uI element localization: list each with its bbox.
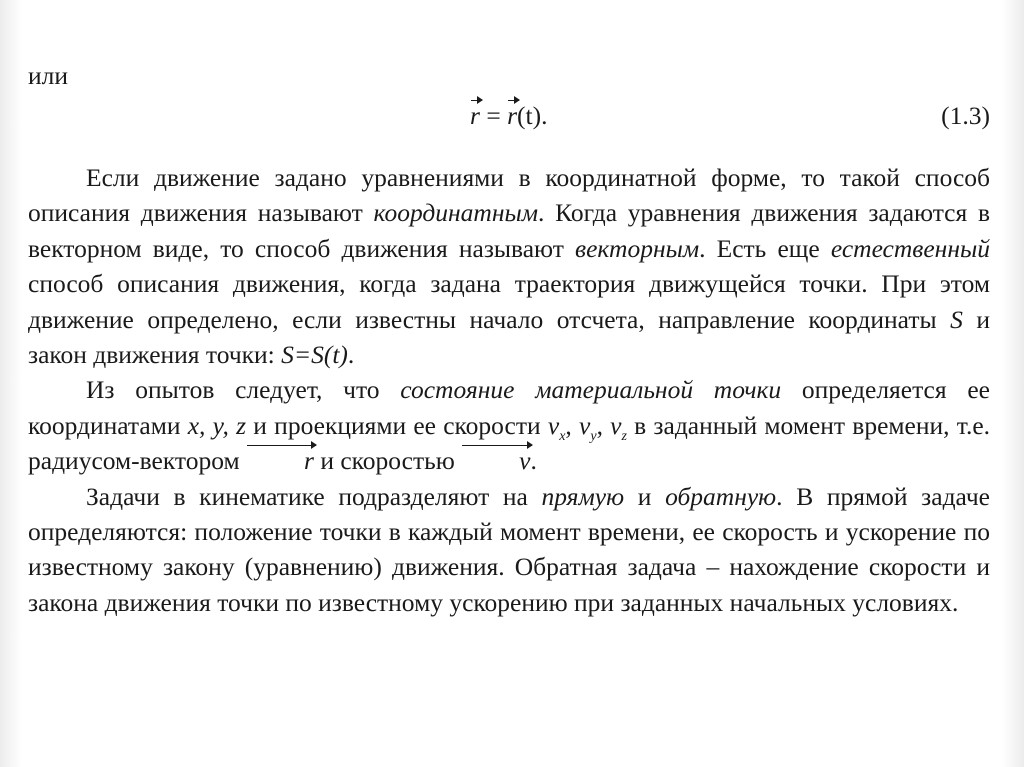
p1-symbol-s: S [950,304,963,334]
p2-velocity-vector: v [461,443,530,478]
p3-text-2: и [624,481,666,511]
p2-text-3: и проекциями ее скорости [246,410,548,440]
p2-sep-2: , [596,410,611,440]
p2-term-state: состояние материальной точки [400,375,782,405]
paragraph-2 [28,372,990,478]
p2-radius-vector: r [246,443,314,478]
p2-sub-z: z [621,428,627,444]
p1-text-4: способ описания движения, когда задана траектория движущейся точки. При этом движение определено, если известны начало отсчета, направление координаты [28,269,990,334]
p1-term-vector: векторным [575,233,700,263]
equation-number: (1.3) [941,101,990,130]
p2-text-5: и скоростью [313,446,462,476]
p1-text-5: и закон движения точки: [28,304,990,370]
p1-term-natural: естественный [830,233,990,263]
p2-text-6: . [530,446,537,476]
p1-text-2: . Когда уравнения движения задаются в векторном виде, то способ движения называют [28,198,990,263]
paragraph-3 [28,479,990,621]
equation-row [28,98,990,160]
p2-text-4: в заданный момент времени, т.е. радиусом-вектором [28,410,991,476]
document-page [28,58,990,620]
p2-v-z: v [610,410,622,440]
paragraph-1 [28,160,990,372]
p1-text-6: . [347,340,355,370]
p3-term-inverse: обратную [665,481,777,511]
left-frame-shade [0,0,22,767]
p2-text-2: определяется ее координатами [28,375,990,440]
right-frame-shade [1002,0,1024,767]
p2-v-y: v [579,410,591,440]
p3-text-3: . В прямой задаче определяются: положение точки в каждый момент времени, ее скорость и ускорение по известному закону (уравнению) движения. Обратная задача – нахождение скорости и закона движения точки по известному ускорению при заданных начальных условиях. [28,481,990,617]
p2-text-1: Из опытов следует, что [86,375,401,405]
p2-sub-y: y [590,428,597,444]
p1-law-formula: S=S(t) [281,340,348,370]
p2-sub-x: x [559,428,566,444]
equation [470,98,547,133]
equation-operator: = [479,101,508,130]
vector-r-lhs: r [470,98,480,133]
equation-argument: (t). [517,101,548,130]
intro-word: или [28,61,69,90]
p3-term-direct: прямую [541,481,625,511]
p1-text-1: Если движение задано уравнениями в координатной форме, то такой способ описания движения называют [28,163,990,228]
vector-r-rhs: r [507,98,517,133]
p2-sep-1: , [565,410,580,440]
p3-text-1: Задачи в кинематике подразделяют на [86,481,542,511]
p2-coordinates: x, y, z [187,410,247,440]
p1-text-3: . Есть еще [699,233,831,263]
p1-term-coordinate: координатным [373,198,539,228]
p2-v-x: v [547,410,560,440]
